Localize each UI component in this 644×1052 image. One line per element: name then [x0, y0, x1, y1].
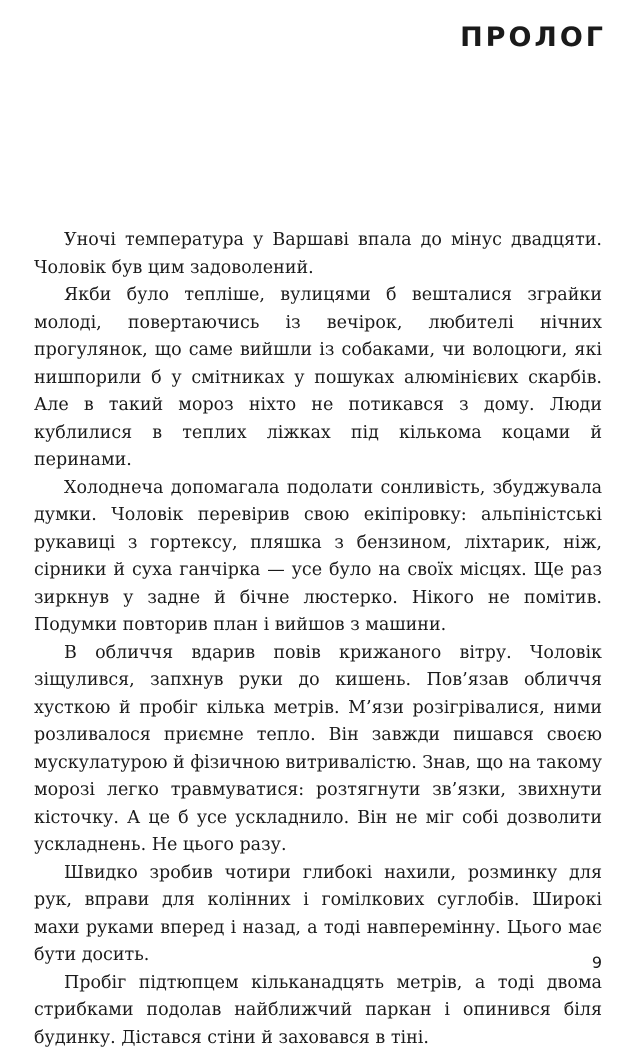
- paragraph-1: Уночі температура у Варшаві впала до мінус двадцяти. Чоловік був цим задоволений.: [34, 227, 602, 282]
- paragraph-5: Швидко зробив чотири глибокі нахили, розминку для рук, вправи для колінних і гомілкових суглобів. Широкі махи руками вперед і назад, а тоді навперемінну. Цього має бути досить.: [34, 860, 602, 970]
- paragraph-4: В обличчя вдарив повів крижаного вітру. Чоловік зіщулився, запхнув руки до кишень. Пов’язав обличчя хусткою й пробіг кілька метрів. М’язи розігрівалися, ними розливалося приємне тепло. Він завжди пишався своєю мускулатурою й фізичною витривалістю. Знав, що на такому морозі легко травмуватися: розтягнути зв’язки, звихнути кісточку. А це б усе ускладнило. Він не міг собі дозволити ускладнень. Не цього разу.: [34, 640, 602, 860]
- paragraph-3: Холоднеча допомагала подолати сонливість, збуджувала думки. Чоловік перевірив свою екіпіровку: альпіністські рукавиці з гортексу, пляшка з бензином, ліхтарик, ніж, сірники й суха ганчірка — усе було на своїх місцях. Ще раз зиркнув у задне й бічне люстерко. Нікого не помітив. Подумки повторив план і вийшов з машини.: [34, 475, 602, 640]
- chapter-body: [34, 227, 602, 1052]
- page-number: 9: [592, 953, 602, 972]
- chapter-title: ПРОЛОГ: [460, 22, 606, 53]
- paragraph-2: Якби було тепліше, вулицями б вешталися зграйки молоді, повертаючись із вечірок, любителі нічних прогулянок, що саме вийшли із собаками, чи волоцюги, які нишпорили б у смітниках у пошуках алюмінієвих скарбів. Але в такий мороз ніхто не потикався з дому. Люди кублилися в теплих ліжках під кількома коцами й перинами.: [34, 282, 602, 475]
- paragraph-6: Пробіг підтюпцем кільканадцять метрів, а тоді двома стрибками подолав найближчий паркан і опинився біля будинку. Дістався стіни й заховався в тіні.: [34, 970, 602, 1052]
